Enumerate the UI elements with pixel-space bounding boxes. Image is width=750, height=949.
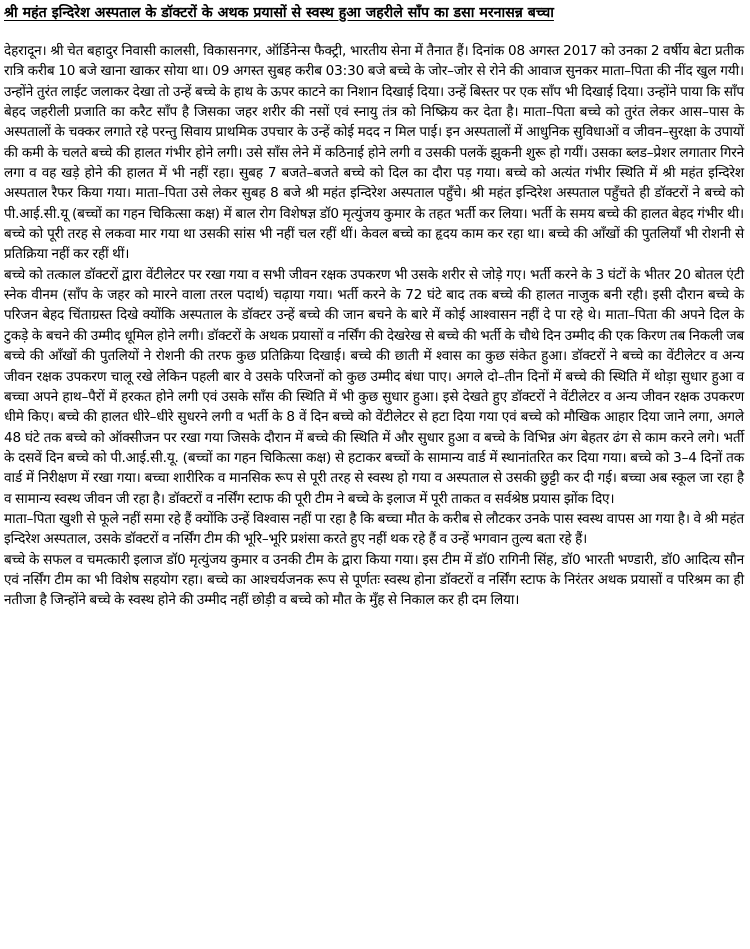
article-paragraph-1: देहरादून। श्री चेत बहादुर निवासी कालसी, विकासनगर, ऑर्डिनेन्स फैक्ट्री, भारतीय सेना में तैनात हैं। दिनांक 08 अगस्त 2017 को उनका 2 वर्षीय बेटा प्रतीक रात्रि करीब 10 बजे खाना खाकर सोया था। 09 अगस्त सुबह करीब 03:30 बजे बच्चे के जोर–जोर से रोने की आवाज सुनकर माता–पिता की नींद खुल गयी। उन्होंने तुरंत लाईट जलाकर देखा तो उन्हें बच्चे के हाथ के ऊपर काटने का निशान दिखाई दिया। उन्हें बिस्तर पर एक साँप भी दिखाई दिया। उन्होंने पाया कि साँप बेहद जहरीली प्रजाति का करैट साँप है जिसका जहर शरीर की नसों एवं स्नायु तंत्र को निष्क्रिय कर देता है। माता–पिता बच्चे को तुरंत लेकर आस–पास के अस्पतालों के चक्कर लगाते रहे परन्तु सिवाय प्राथमिक उपचार के उन्हें कोई मदद न मिल पाई। इन अस्पतालों में आधुनिक सुविधाओं व जीवन–सुरक्षा के उपायों की कमी के चलते बच्चे की हालत गंभीर होने लगी। उसे साँस लेने में कठिनाई होने लगी व उसकी पलकें झुकनी शुरू हो गयीं। उसका ब्लड–प्रेशर लगातार गिरने लगा व वह खड़े होने की हालत में भी नहीं रहा। सुबह 7 बजते–बजते बच्चे को दिल का दौरा पड़ गया। बच्चे को अत्यंत गंभीर स्थिति में श्री महंत इन्दिरेश अस्पताल रैफर किया गया। माता–पिता उसे लेकर सुबह 8 बजे श्री महंत इन्दिरेश अस्पताल पहुँचे। श्री महंत इन्दिरेश अस्पताल पहुँचते ही डॉक्टरों ने बच्चे को पी.आई.सी.यू (बच्चों का गहन चिकित्सा कक्ष) में बाल रोग विशेषज्ञ डॉ0 मृत्युंजय कुमार के तहत भर्ती कर लिया। भर्ती के समय बच्चे की हालत बेहद गंभीर थी। बच्चे को पूरी तरह से लकवा मार गया था उसकी सांस भी नहीं चल रहीं थीं। केवल बच्चे का हृदय काम कर रहा था। बच्चे की आँखों की पुतलियाँ भी रोशनी से प्रतिक्रिया नहीं कर रहीं थीं।	[4, 43, 744, 263]
article-headline-text: श्री महंत इन्दिरेश अस्पताल के डॉक्टरों के अथक प्रयासों से स्वस्थ हुआ जहरीले साँप का डसा मरनासन्न बच्चा	[4, 5, 554, 21]
article-paragraph-4: बच्चे के सफल व चमत्कारी इलाज डॉ0 मृत्युंजय कुमार व उनकी टीम के द्वारा किया गया। इस टीम में डॉ0 रागिनी सिंह, डॉ0 भारती भण्डारी, डॉ0 आदित्य सौन एवं नर्सिंग टीम का भी विशेष सहयोग रहा। बच्चे का आश्चर्यजनक रूप से पूर्णतः स्वस्थ होना डॉक्टरों व नर्सिंग स्टाफ के निरंतर अथक प्रयासों व परिश्रम का ही नतीजा है जिन्होंने बच्चे के स्वस्थ होने की उम्मीद नहीं छोड़ी व बच्चे को मौत के मुँह से निकाल कर ही दम लिया।	[4, 551, 744, 609]
article-paragraph-3: माता–पिता खुशी से फूले नहीं समा रहे हैं क्योंकि उन्हें विश्वास नहीं पा रहा है कि बच्चा मौत के करीब से लौटकर उनके पास स्वस्थ वापस आ गया है। वे श्री महंत इन्दिरेश अस्पताल, उसके डॉक्टरों व नर्सिंग टीम की भूरि–भूरि प्रशंसा करते हुए नहीं थक रहे हैं व उन्हें भगवान तुल्य बता रहे हैं।	[4, 510, 744, 548]
article-headline	[4, 4, 744, 23]
article-body	[4, 41, 744, 611]
article-paragraph-2: बच्चे को तत्काल डॉक्टरों द्वारा वेंटीलेटर पर रखा गया व सभी जीवन रक्षक उपकरण भी उसके शरीर से जोड़े गए। भर्ती करने के 3 घंटों के भीतर 20 बोतल एंटी स्नेक वीनम (साँप के जहर को मारने वाला तरल पदार्थ) चढ़ाया गया। भर्ती करने के 72 घंटे बाद तक बच्चे की हालत नाजुक बनी रही। इसी दौरान बच्चे के परिजन बेहद चिंताग्रस्त दिखे क्योंकि अस्पताल के डॉक्टर उन्हें बच्चे की जान बचने के बारे में कोई आश्वासन नहीं दे पा रहे थे। माता–पिता की अपने दिल के टुकड़े के बचने की उम्मीद धूमिल होने लगी। डॉक्टरों के अथक प्रयासों व नर्सिंग की देखरेख से बच्चे की भर्ती के चौथे दिन उम्मीद की एक किरण तब निकली जब बच्चे की आँखों की पुतलियों ने रोशनी की तरफ कुछ प्रतिक्रिया दिखाई। बच्चे की छाती में श्वास का कुछ संकेत हुआ। डॉक्टरों ने बच्चे का वेंटीलेटर व अन्य जीवन रक्षक उपकरण चालू रखे लेकिन पहली बार वे उसके परिजनों को कुछ उम्मीद बंधा पाए। अगले दो–तीन दिनों में बच्चे की स्थिति में थोड़ा सुधार हुआ व बच्चा अपने हाथ–पैरों में हरकत होने लगी एवं उसके साँस की स्थिति में भी कुछ सुधार हुआ। इसे देखते हुए डॉक्टरों ने वेंटीलेटर व अन्य जीवन रक्षक उपकरण धीमे किए। बच्चे की हालत धीरे–धीरे सुधरने लगी व भर्ती के 8 वें दिन बच्चे को वेंटीलेटर से हटा दिया गया एवं बच्चे को मौखिक आहार दिया जाने लगा, अगले 48 घंटे तक बच्चे को ऑक्सीजन पर रखा गया जिसके दौरान में बच्चे की स्थिति में और सुधार हुआ व बच्चे के विभिन्न अंग बेहतर ढंग से काम करने लगे। भर्ती के दसवें दिन बच्चे को पी.आई.सी.यू. (बच्चों का गहन चिकित्सा कक्ष) से हटाकर बच्चों के सामान्य वार्ड में स्थानांतरित कर दिया गया। बच्चे को 3–4 दिनों तक वार्ड में निरीक्षण में रखा गया। बच्चा शारीरिक व मानसिक रूप से पूरी तरह से स्वस्थ हो गया व अस्पताल से उसकी छुट्टी कर दी गई। बच्चा अब स्कूल जा रहा है व सामान्य स्वस्थ जीवन जी रहा है। डॉक्टरों व नर्सिंग स्टाफ की पूरी टीम ने बच्चे के इलाज में पूरी ताकत व सर्वश्रेष्ठ प्रयास झोंक दिए।	[4, 266, 744, 507]
